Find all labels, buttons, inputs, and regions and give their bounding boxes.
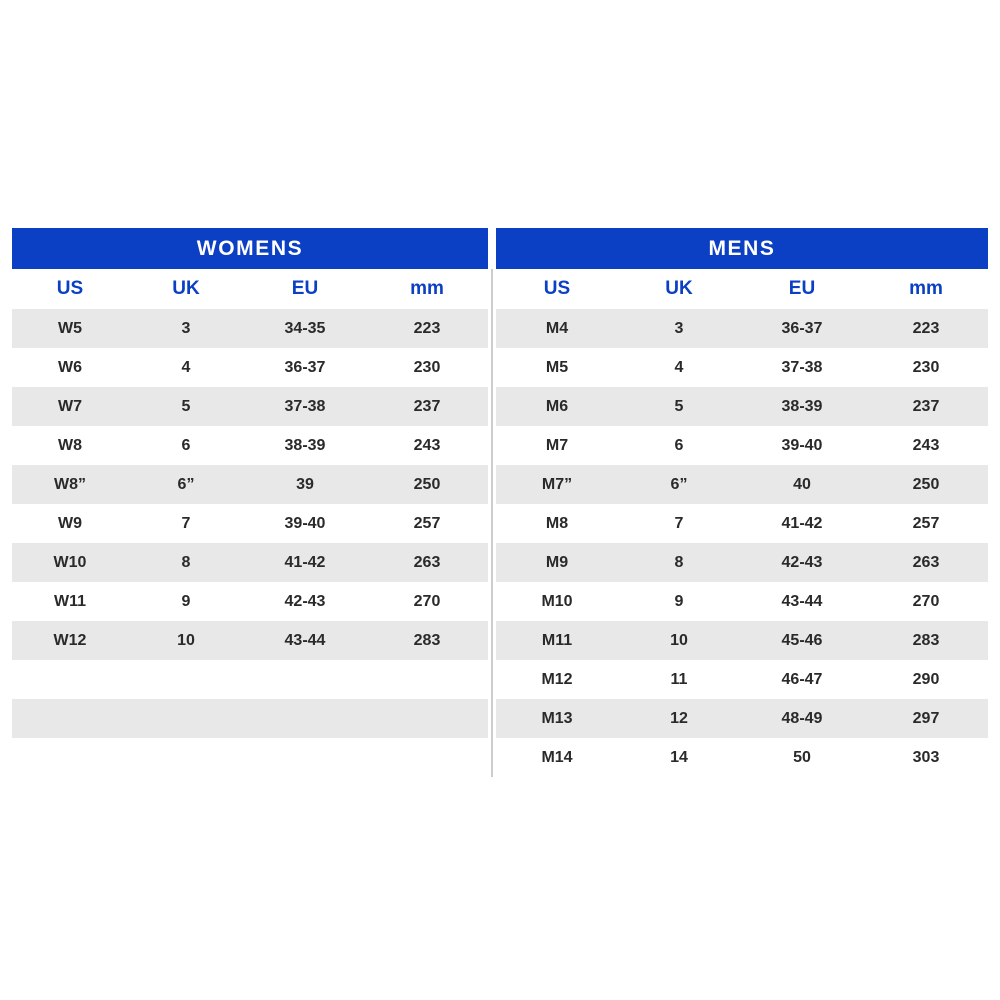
womens-us: W11 (12, 582, 128, 621)
mens-mm: 257 (864, 504, 988, 543)
mens-mm: 290 (864, 660, 988, 699)
table-row (12, 582, 988, 621)
womens-col-eu: EU (244, 269, 366, 309)
womens-eu: 34-35 (244, 309, 366, 348)
mens-mm: 263 (864, 543, 988, 582)
womens-us: W10 (12, 543, 128, 582)
womens-uk (128, 738, 244, 777)
mens-eu: 39-40 (740, 426, 864, 465)
row-divider (488, 504, 496, 543)
mens-heading: MENS (496, 228, 988, 269)
womens-us: W8 (12, 426, 128, 465)
table-row (12, 348, 988, 387)
mens-eu: 43-44 (740, 582, 864, 621)
womens-uk (128, 699, 244, 738)
row-divider (488, 465, 496, 504)
row-divider (488, 621, 496, 660)
womens-eu: 37-38 (244, 387, 366, 426)
mens-us: M13 (496, 699, 618, 738)
mens-eu: 46-47 (740, 660, 864, 699)
mens-eu: 40 (740, 465, 864, 504)
table-row (12, 309, 988, 348)
mens-us: M11 (496, 621, 618, 660)
womens-uk: 4 (128, 348, 244, 387)
column-header-row (12, 269, 988, 309)
mens-uk: 11 (618, 660, 740, 699)
womens-us (12, 738, 128, 777)
table-row (12, 699, 988, 738)
womens-heading: WOMENS (12, 228, 488, 269)
table-row (12, 543, 988, 582)
table-heading-row (12, 228, 988, 269)
mens-eu: 41-42 (740, 504, 864, 543)
mens-mm: 243 (864, 426, 988, 465)
mens-uk: 12 (618, 699, 740, 738)
heading-gap (488, 228, 496, 269)
row-divider (488, 348, 496, 387)
womens-mm: 237 (366, 387, 488, 426)
womens-eu: 39 (244, 465, 366, 504)
table-row (12, 738, 988, 777)
mens-mm: 230 (864, 348, 988, 387)
mens-col-uk: UK (618, 269, 740, 309)
womens-mm: 283 (366, 621, 488, 660)
womens-eu: 39-40 (244, 504, 366, 543)
row-divider (488, 582, 496, 621)
row-divider (488, 426, 496, 465)
mens-eu: 36-37 (740, 309, 864, 348)
womens-col-mm: mm (366, 269, 488, 309)
womens-eu (244, 660, 366, 699)
womens-eu (244, 699, 366, 738)
mens-uk: 7 (618, 504, 740, 543)
womens-mm: 257 (366, 504, 488, 543)
mens-uk: 4 (618, 348, 740, 387)
mens-us: M12 (496, 660, 618, 699)
mens-uk: 3 (618, 309, 740, 348)
size-chart (12, 228, 988, 777)
womens-eu: 42-43 (244, 582, 366, 621)
womens-us: W8” (12, 465, 128, 504)
mens-us: M14 (496, 738, 618, 777)
row-divider (488, 309, 496, 348)
mens-mm: 297 (864, 699, 988, 738)
mens-eu: 45-46 (740, 621, 864, 660)
womens-us (12, 660, 128, 699)
womens-mm (366, 738, 488, 777)
womens-mm: 223 (366, 309, 488, 348)
row-divider (488, 738, 496, 777)
mens-mm: 283 (864, 621, 988, 660)
size-conversion-table (12, 228, 988, 777)
womens-mm: 243 (366, 426, 488, 465)
mens-us: M4 (496, 309, 618, 348)
mens-eu: 38-39 (740, 387, 864, 426)
mens-uk: 8 (618, 543, 740, 582)
womens-mm (366, 660, 488, 699)
table-row (12, 621, 988, 660)
mens-us: M10 (496, 582, 618, 621)
womens-uk: 10 (128, 621, 244, 660)
womens-mm (366, 699, 488, 738)
womens-eu: 43-44 (244, 621, 366, 660)
mens-mm: 303 (864, 738, 988, 777)
mens-uk: 9 (618, 582, 740, 621)
womens-mm: 250 (366, 465, 488, 504)
womens-us: W9 (12, 504, 128, 543)
womens-mm: 263 (366, 543, 488, 582)
womens-uk (128, 660, 244, 699)
mens-us: M7 (496, 426, 618, 465)
mens-uk: 10 (618, 621, 740, 660)
womens-uk: 7 (128, 504, 244, 543)
mens-eu: 37-38 (740, 348, 864, 387)
table-row (12, 465, 988, 504)
table-row (12, 504, 988, 543)
womens-uk: 8 (128, 543, 244, 582)
table-row (12, 387, 988, 426)
row-divider (488, 543, 496, 582)
womens-uk: 6 (128, 426, 244, 465)
mens-us: M8 (496, 504, 618, 543)
row-divider (488, 699, 496, 738)
mens-col-mm: mm (864, 269, 988, 309)
mens-eu: 48-49 (740, 699, 864, 738)
mens-uk: 6 (618, 426, 740, 465)
womens-eu (244, 738, 366, 777)
womens-uk: 9 (128, 582, 244, 621)
mens-mm: 223 (864, 309, 988, 348)
mens-mm: 270 (864, 582, 988, 621)
mens-col-eu: EU (740, 269, 864, 309)
mens-us: M5 (496, 348, 618, 387)
mens-col-us: US (496, 269, 618, 309)
mens-us: M9 (496, 543, 618, 582)
mens-uk: 5 (618, 387, 740, 426)
mens-uk: 14 (618, 738, 740, 777)
womens-mm: 230 (366, 348, 488, 387)
womens-col-uk: UK (128, 269, 244, 309)
mens-mm: 250 (864, 465, 988, 504)
womens-us: W6 (12, 348, 128, 387)
womens-uk: 3 (128, 309, 244, 348)
womens-us: W5 (12, 309, 128, 348)
womens-eu: 41-42 (244, 543, 366, 582)
womens-mm: 270 (366, 582, 488, 621)
row-divider (488, 660, 496, 699)
womens-eu: 36-37 (244, 348, 366, 387)
row-divider (488, 387, 496, 426)
mens-eu: 42-43 (740, 543, 864, 582)
womens-us (12, 699, 128, 738)
womens-uk: 6” (128, 465, 244, 504)
mens-mm: 237 (864, 387, 988, 426)
womens-uk: 5 (128, 387, 244, 426)
table-row (12, 426, 988, 465)
column-divider (488, 269, 496, 309)
mens-us: M7” (496, 465, 618, 504)
mens-uk: 6” (618, 465, 740, 504)
mens-us: M6 (496, 387, 618, 426)
womens-us: W7 (12, 387, 128, 426)
mens-eu: 50 (740, 738, 864, 777)
womens-eu: 38-39 (244, 426, 366, 465)
table-row (12, 660, 988, 699)
womens-us: W12 (12, 621, 128, 660)
womens-col-us: US (12, 269, 128, 309)
